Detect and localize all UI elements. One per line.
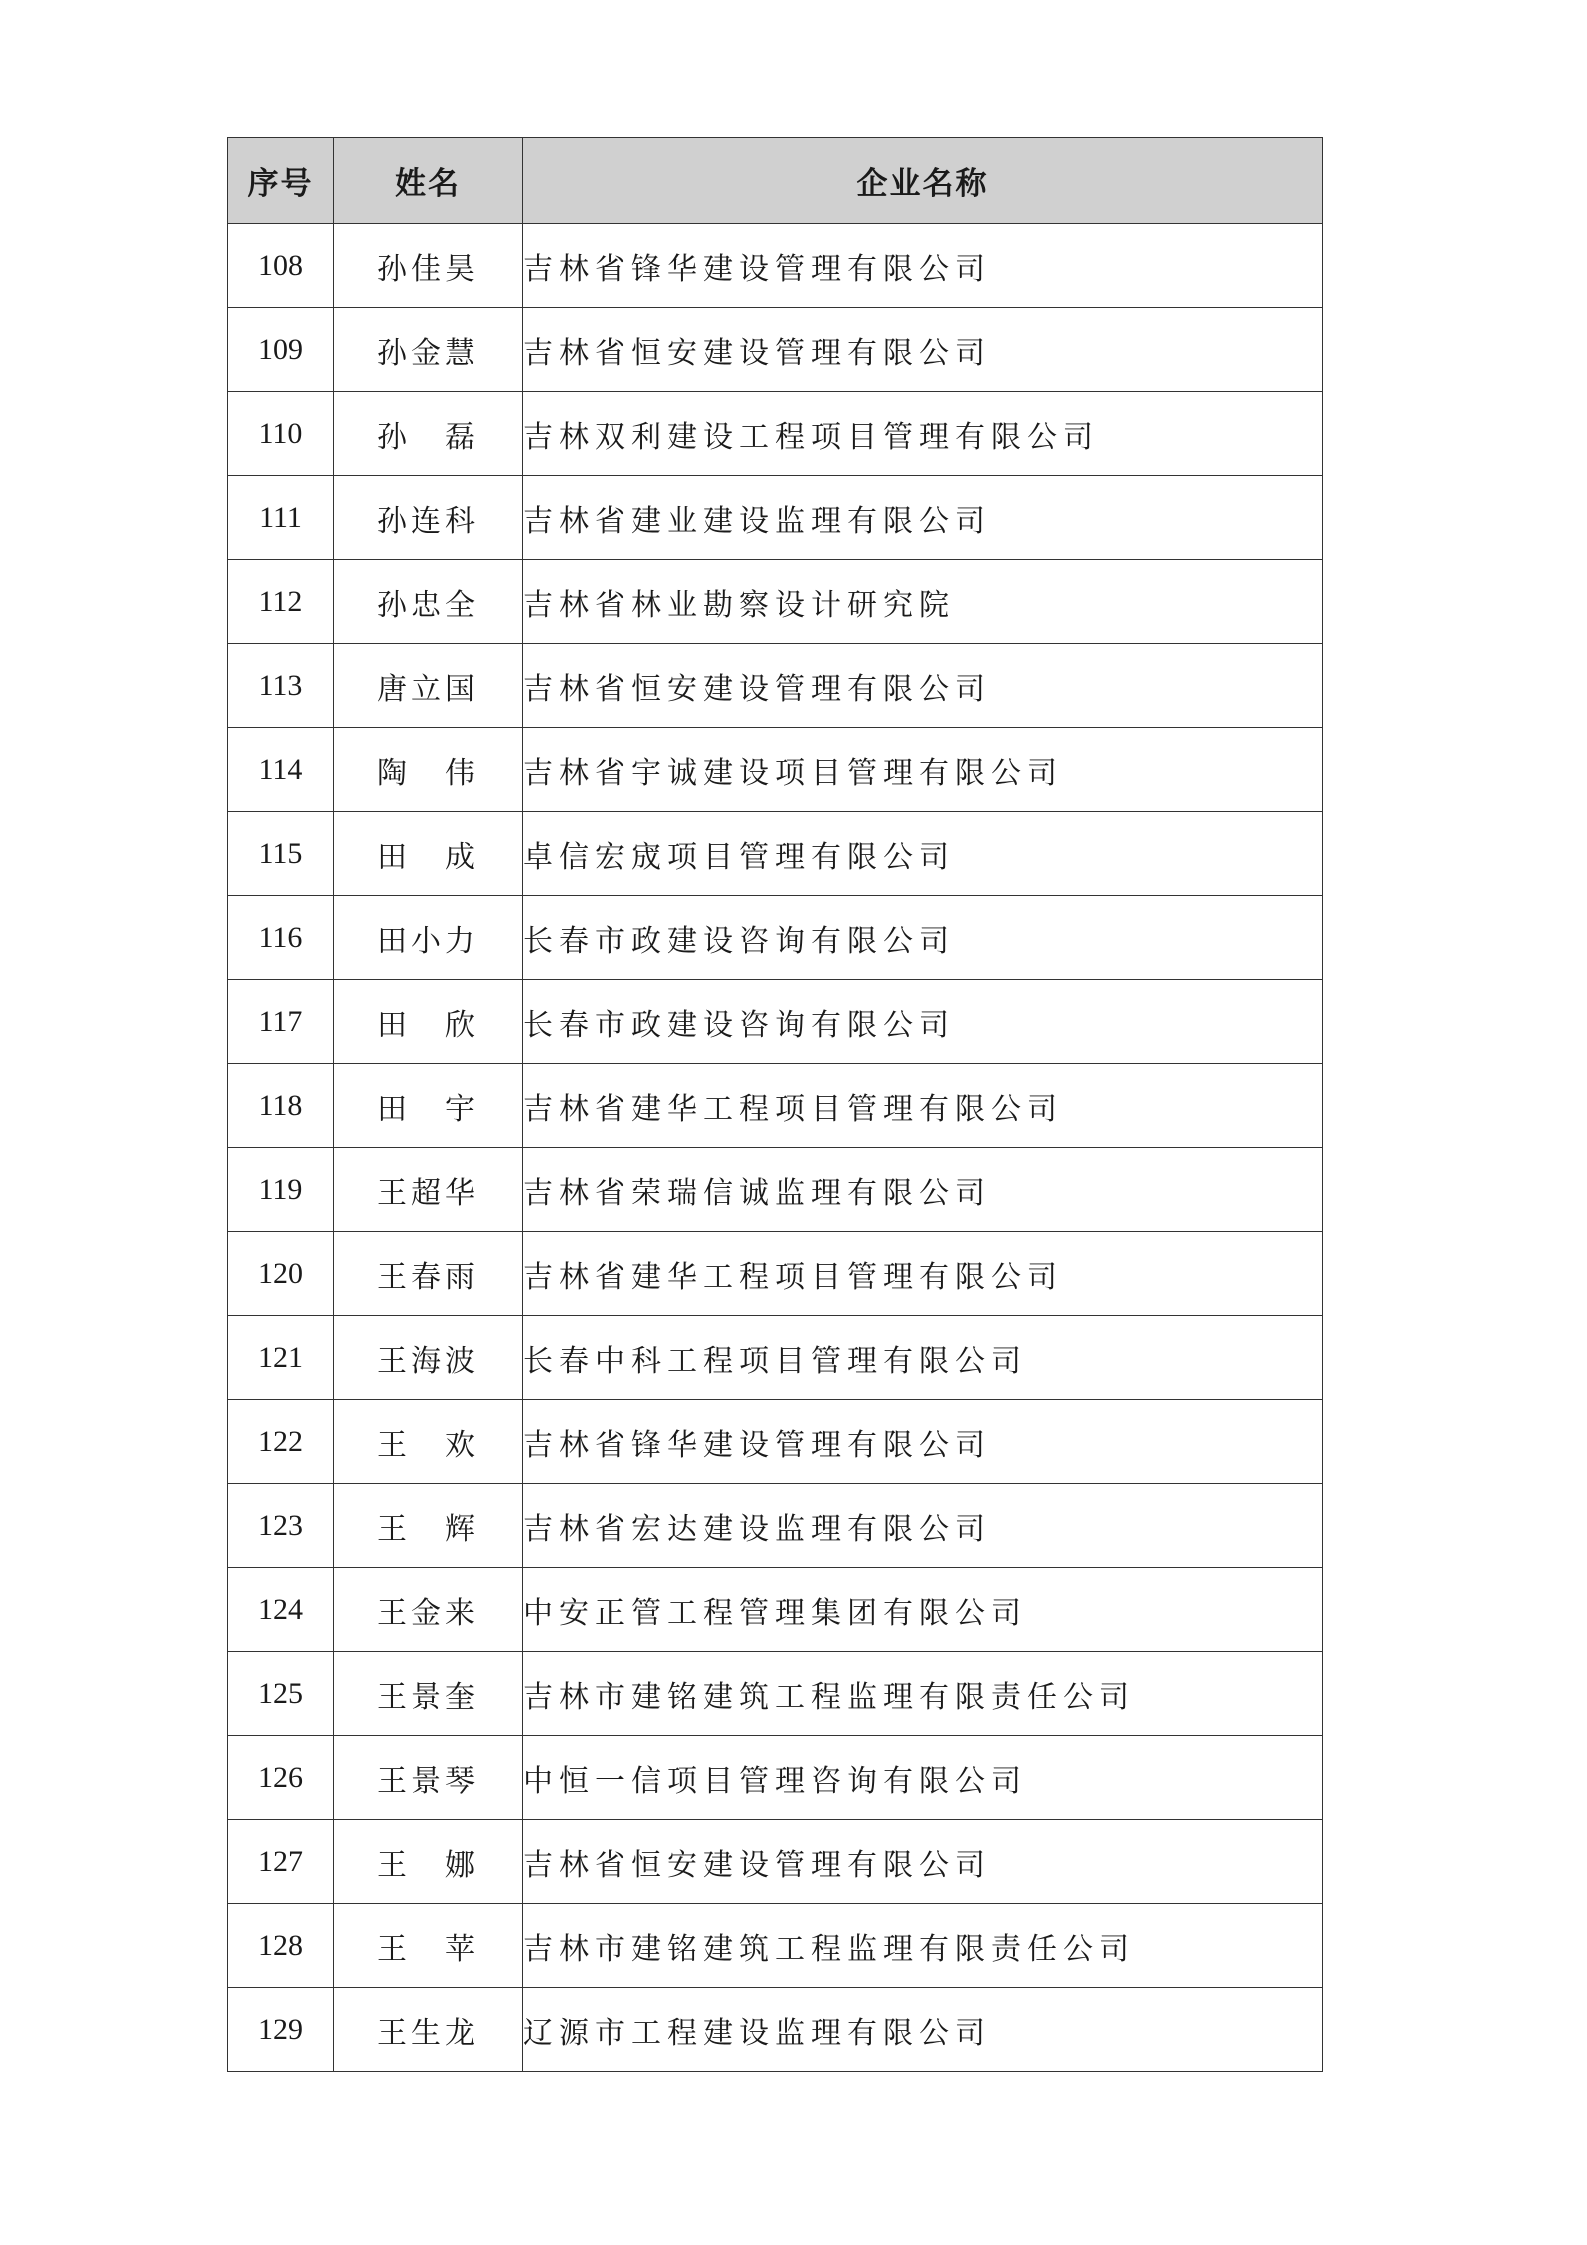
cell-name: 王 辉: [334, 1484, 523, 1568]
header-row: [228, 138, 1323, 224]
table-row: [228, 1064, 1323, 1148]
cell-name: 王春雨: [334, 1232, 523, 1316]
table-row: [228, 308, 1323, 392]
table-row: [228, 980, 1323, 1064]
cell-company: 吉林双利建设工程项目管理有限公司: [523, 392, 1323, 476]
cell-serial-number: 124: [228, 1568, 334, 1652]
cell-name: 田 宇: [334, 1064, 523, 1148]
cell-serial-number: 125: [228, 1652, 334, 1736]
cell-serial-number: 129: [228, 1988, 334, 2072]
cell-serial-number: 115: [228, 812, 334, 896]
cell-name: 王金来: [334, 1568, 523, 1652]
header-name: 姓名: [334, 138, 523, 224]
cell-company: 中恒一信项目管理咨询有限公司: [523, 1736, 1323, 1820]
cell-company: 长春市政建设咨询有限公司: [523, 980, 1323, 1064]
cell-company: 吉林省建业建设监理有限公司: [523, 476, 1323, 560]
personnel-table: [227, 137, 1323, 2072]
cell-company: 辽源市工程建设监理有限公司: [523, 1988, 1323, 2072]
cell-name: 王 苹: [334, 1904, 523, 1988]
cell-company: 卓信宏宬项目管理有限公司: [523, 812, 1323, 896]
cell-serial-number: 112: [228, 560, 334, 644]
cell-company: 吉林省恒安建设管理有限公司: [523, 644, 1323, 728]
cell-company: 长春中科工程项目管理有限公司: [523, 1316, 1323, 1400]
header-serial-number: 序号: [228, 138, 334, 224]
cell-name: 田 成: [334, 812, 523, 896]
cell-serial-number: 111: [228, 476, 334, 560]
table-row: [228, 812, 1323, 896]
cell-name: 王景奎: [334, 1652, 523, 1736]
cell-company: 吉林省宇诚建设项目管理有限公司: [523, 728, 1323, 812]
cell-serial-number: 121: [228, 1316, 334, 1400]
cell-serial-number: 117: [228, 980, 334, 1064]
cell-company: 吉林省恒安建设管理有限公司: [523, 1820, 1323, 1904]
cell-company: 吉林市建铭建筑工程监理有限责任公司: [523, 1652, 1323, 1736]
table-header: [228, 138, 1323, 224]
cell-name: 王 娜: [334, 1820, 523, 1904]
table-row: [228, 1316, 1323, 1400]
cell-name: 孙金慧: [334, 308, 523, 392]
table-row: [228, 476, 1323, 560]
cell-serial-number: 108: [228, 224, 334, 308]
table-row: [228, 1652, 1323, 1736]
cell-name: 王生龙: [334, 1988, 523, 2072]
cell-name: 王景琴: [334, 1736, 523, 1820]
cell-name: 田 欣: [334, 980, 523, 1064]
cell-serial-number: 119: [228, 1148, 334, 1232]
cell-company: 中安正管工程管理集团有限公司: [523, 1568, 1323, 1652]
cell-name: 孙连科: [334, 476, 523, 560]
table-body: [228, 224, 1323, 2072]
cell-name: 田小力: [334, 896, 523, 980]
cell-serial-number: 120: [228, 1232, 334, 1316]
table-row: [228, 1148, 1323, 1232]
table-row: [228, 392, 1323, 476]
table-row: [228, 728, 1323, 812]
cell-serial-number: 113: [228, 644, 334, 728]
table-row: [228, 1232, 1323, 1316]
cell-company: 吉林省锋华建设管理有限公司: [523, 1400, 1323, 1484]
cell-company: 吉林省恒安建设管理有限公司: [523, 308, 1323, 392]
table-row: [228, 224, 1323, 308]
cell-name: 孙佳昊: [334, 224, 523, 308]
table-row: [228, 1988, 1323, 2072]
cell-serial-number: 123: [228, 1484, 334, 1568]
table-row: [228, 1568, 1323, 1652]
cell-serial-number: 116: [228, 896, 334, 980]
cell-name: 王海波: [334, 1316, 523, 1400]
table-row: [228, 1484, 1323, 1568]
table-row: [228, 896, 1323, 980]
table-row: [228, 1820, 1323, 1904]
cell-name: 孙忠全: [334, 560, 523, 644]
cell-name: 王超华: [334, 1148, 523, 1232]
cell-serial-number: 127: [228, 1820, 334, 1904]
cell-serial-number: 109: [228, 308, 334, 392]
table-row: [228, 560, 1323, 644]
cell-serial-number: 122: [228, 1400, 334, 1484]
table-row: [228, 1736, 1323, 1820]
cell-serial-number: 114: [228, 728, 334, 812]
header-company-name: 企业名称: [523, 138, 1323, 224]
cell-company: 吉林省荣瑞信诚监理有限公司: [523, 1148, 1323, 1232]
table-row: [228, 1400, 1323, 1484]
cell-company: 吉林省宏达建设监理有限公司: [523, 1484, 1323, 1568]
cell-company: 长春市政建设咨询有限公司: [523, 896, 1323, 980]
table-row: [228, 1904, 1323, 1988]
cell-serial-number: 128: [228, 1904, 334, 1988]
cell-company: 吉林省建华工程项目管理有限公司: [523, 1064, 1323, 1148]
cell-serial-number: 110: [228, 392, 334, 476]
cell-name: 孙 磊: [334, 392, 523, 476]
cell-name: 王 欢: [334, 1400, 523, 1484]
cell-name: 唐立国: [334, 644, 523, 728]
cell-company: 吉林省建华工程项目管理有限公司: [523, 1232, 1323, 1316]
cell-company: 吉林省锋华建设管理有限公司: [523, 224, 1323, 308]
cell-company: 吉林省林业勘察设计研究院: [523, 560, 1323, 644]
cell-company: 吉林市建铭建筑工程监理有限责任公司: [523, 1904, 1323, 1988]
cell-serial-number: 118: [228, 1064, 334, 1148]
table-row: [228, 644, 1323, 728]
cell-name: 陶 伟: [334, 728, 523, 812]
cell-serial-number: 126: [228, 1736, 334, 1820]
